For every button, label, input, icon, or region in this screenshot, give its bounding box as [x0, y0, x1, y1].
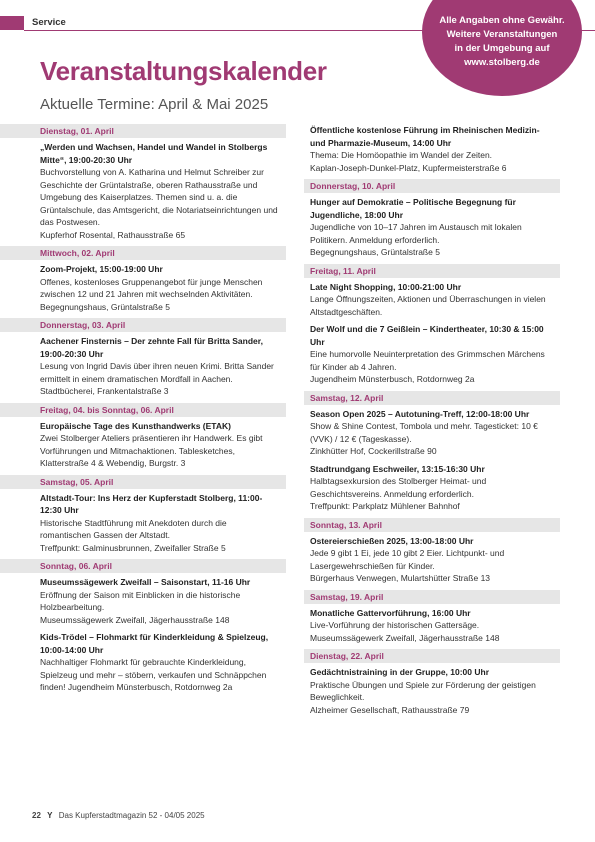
event-date-header: Sonntag, 06. April	[0, 559, 286, 573]
event-title: Stadtrundgang Eschweiler, 13:15-16:30 Uhr	[310, 463, 485, 474]
event-entry	[304, 408, 560, 458]
event-location: Jugendheim Münsterbusch, Rotdornweg 2a	[310, 374, 475, 384]
footer-text: Das Kupferstadtmagazin 52 - 04/05 2025	[58, 811, 205, 820]
event-date-header: Freitag, 04. bis Sonntag, 06. April	[0, 403, 286, 417]
event-title: „Werden und Wachsen, Handel und Wandel in Stolbergs Mitte“, 19:00-20:30 Uhr	[40, 142, 268, 165]
event-entry	[304, 281, 560, 319]
event-entry	[304, 196, 560, 259]
left-column	[30, 124, 286, 699]
event-title: Zoom-Projekt, 15:00-19:00 Uhr	[40, 264, 163, 274]
event-description: Buchvorstellung von A. Katharina und Helmut Schreiber zur Geschichte der Grüntalstraße, oberen Rathausstraße und Umgebung des Kaiserplatzes. Themen sind u. a. die Grüntalschule, das Amtsgericht, die Notariatseinrichtungen und das Postwesen.	[40, 167, 278, 227]
event-description: Jugendliche von 10–17 Jahren im Austausch mit lokalen Politikern. Anmeldung erforderlich.	[310, 222, 522, 245]
event-location: Begegnungshaus, Grüntalstraße 5	[310, 247, 440, 257]
event-title: Museumssägewerk Zweifall – Saisonstart, 11-16 Uhr	[40, 577, 251, 587]
right-column	[304, 124, 560, 721]
event-title: Season Open 2025 – Autotuning-Treff, 12:00-18:00 Uhr	[310, 408, 530, 419]
event-entry	[304, 607, 560, 645]
event-entry	[30, 631, 286, 694]
event-description: Eine humorvolle Neuinterpretation des Grimmschen Märchens für Kinder ab 4 Jahren.	[310, 349, 545, 372]
event-description: Nachhaltiger Flohmarkt für gebrauchte Kinderkleidung, Spielzeug und mehr – stöbern, verkaufen und Schnäppchen finden! Jugendheim Münsterbusch, Rotdornweg 2a	[40, 657, 267, 692]
event-entry	[30, 492, 286, 555]
badge-line: Alle Angaben ohne Gewähr.	[439, 15, 565, 26]
event-description: Thema: Die Homöopathie im Wandel der Zeiten.	[310, 150, 493, 160]
event-description: Zwei Stolberger Ateliers präsentieren ihr Handwerk. Es gibt Vorführungen und Mitmachaktionen. Tablesketches, Klatterstraße 4 & Webendig, Burgstr. 3	[40, 433, 263, 468]
event-description: Jede 9 gibt 1 Ei, jede 10 gibt 2 Eier. Lichtpunkt- und Lasergewehrschießen für Kinder.	[310, 548, 505, 571]
event-description: Offenes, kostenloses Gruppenangebot für junge Menschen zwischen 12 und 21 Jahren mit wechselnden Aktivitäten. Begegnungshaus, Grüntalstraße 5	[40, 276, 263, 312]
event-date-header: Sonntag, 13. April	[304, 518, 560, 532]
event-location: Museumssägewerk Zweifall, Jägerhausstraße 148	[40, 614, 230, 625]
event-title: Late Night Shopping, 10:00-21:00 Uhr	[310, 281, 462, 292]
event-location: Zinkhütter Hof, Cockerillstraße 90	[310, 446, 437, 456]
event-description: Eröffnung der Saison mit Einblicken in die historische Holzbearbeitung.	[40, 589, 241, 612]
event-entry	[30, 141, 286, 241]
event-location: Treffpunkt: Galminusbrunnen, Zweifaller Straße 5	[40, 542, 226, 553]
event-entry	[304, 463, 560, 513]
event-entry	[30, 263, 286, 313]
page-footer	[32, 811, 205, 820]
event-entry	[30, 576, 286, 626]
event-date-header: Dienstag, 22. April	[304, 649, 560, 663]
badge-line: in der Umgebung auf	[454, 43, 550, 54]
page-title: Veranstaltungskalender	[40, 56, 327, 86]
event-title: Hunger auf Demokratie – Politische Begegnung für Jugendliche, 18:00 Uhr	[310, 197, 516, 220]
event-entry	[30, 420, 286, 470]
event-entry	[304, 124, 560, 174]
event-date-header: Dienstag, 01. April	[0, 124, 286, 138]
event-title: Monatliche Gattervorführung, 16:00 Uhr	[310, 607, 471, 618]
event-title: Kids-Trödel – Flohmarkt für Kinderkleidung & Spielzeug, 10:00-14:00 Uhr	[40, 632, 269, 655]
event-title: Ostereierschießen 2025, 13:00-18:00 Uhr	[310, 535, 474, 546]
event-location: Bürgerhaus Venwegen, Mulartshütter Straße 13	[310, 573, 491, 583]
event-title: Gedächtnistraining in der Gruppe, 10:00 Uhr	[310, 667, 490, 677]
section-color-bar	[0, 16, 24, 30]
event-description: Historische Stadtführung mit Anekdoten durch die romantischen Gassen der Altstadt.	[40, 517, 227, 540]
event-description: Lange Öffnungszeiten, Aktionen und Überraschungen in vielen Altstadtgeschäften.	[310, 294, 546, 317]
page-number: 22	[32, 811, 41, 820]
event-date-header: Mittwoch, 02. April	[0, 246, 286, 260]
event-entry	[304, 323, 560, 386]
event-location: Treffpunkt: Parkplatz Mühlener Bahnhof	[310, 501, 460, 511]
event-entry	[30, 335, 286, 398]
event-title: Der Wolf und die 7 Geißlein – Kindertheater, 10:30 & 15:00 Uhr	[310, 324, 544, 347]
event-date-header: Donnerstag, 10. April	[304, 179, 560, 193]
event-description: Praktische Übungen und Spiele zur Förderung der geistigen Beweglichkeit.	[310, 679, 536, 702]
event-location: Museumssägewerk Zweifall, Jägerhausstraße 148	[310, 632, 500, 643]
badge-line: Weitere Veranstaltungen	[446, 29, 558, 40]
page-subtitle: Aktuelle Termine: April & Mai 2025	[40, 96, 269, 113]
event-date-header: Donnerstag, 03. April	[0, 318, 286, 332]
event-description: Halbtagsexkursion des Stolberger Heimat- und Geschichtsvereins. Anmeldung erforderlich.	[310, 476, 487, 499]
event-title: Öffentliche kostenlose Führung im Rheinischen Medizin- und Pharmazie-Museum, 14:00 Uhr	[310, 125, 540, 148]
event-description: Lesung von Ingrid Davis über ihren neuen Krimi. Britta Sander ermittelt in einem dramatischen Mordfall in Aachen. Stadtbücherei, Frankentalstraße 3	[40, 361, 274, 396]
event-title: Altstadt-Tour: Ins Herz der Kupferstadt Stolberg, 11:00-12:30 Uhr	[40, 492, 263, 515]
badge-link[interactable]: www.stolberg.de	[464, 57, 540, 68]
event-title: Aachener Finsternis – Der zehnte Fall für Britta Sander, 19:00-20:30 Uhr	[40, 336, 263, 359]
event-description: Live-Vorführung der historischen Gattersäge.	[310, 620, 480, 630]
event-entry	[304, 666, 560, 716]
event-date-header: Samstag, 12. April	[304, 391, 560, 405]
magazine-logo: Y	[47, 811, 53, 820]
event-date-header: Samstag, 05. April	[0, 475, 286, 489]
event-entry	[304, 535, 560, 585]
event-location: Kaplan-Joseph-Dunkel-Platz, Kupfermeisterstraße 6	[310, 162, 507, 173]
event-description: Show & Shine Contest, Tombola und mehr. Tagesticket: 10 € (VVK) / 12 € (Tageskasse).	[310, 421, 538, 444]
section-tag: Service	[32, 17, 66, 28]
event-title: Europäische Tage des Kunsthandwerks (ETAK)	[40, 420, 231, 431]
event-date-header: Samstag, 19. April	[304, 590, 560, 604]
event-date-header: Freitag, 11. April	[304, 264, 560, 278]
event-location: Alzheimer Gesellschaft, Rathausstraße 79	[310, 704, 470, 715]
disclaimer-badge	[422, 0, 582, 96]
event-location: Kupferhof Rosental, Rathausstraße 65	[40, 229, 186, 240]
